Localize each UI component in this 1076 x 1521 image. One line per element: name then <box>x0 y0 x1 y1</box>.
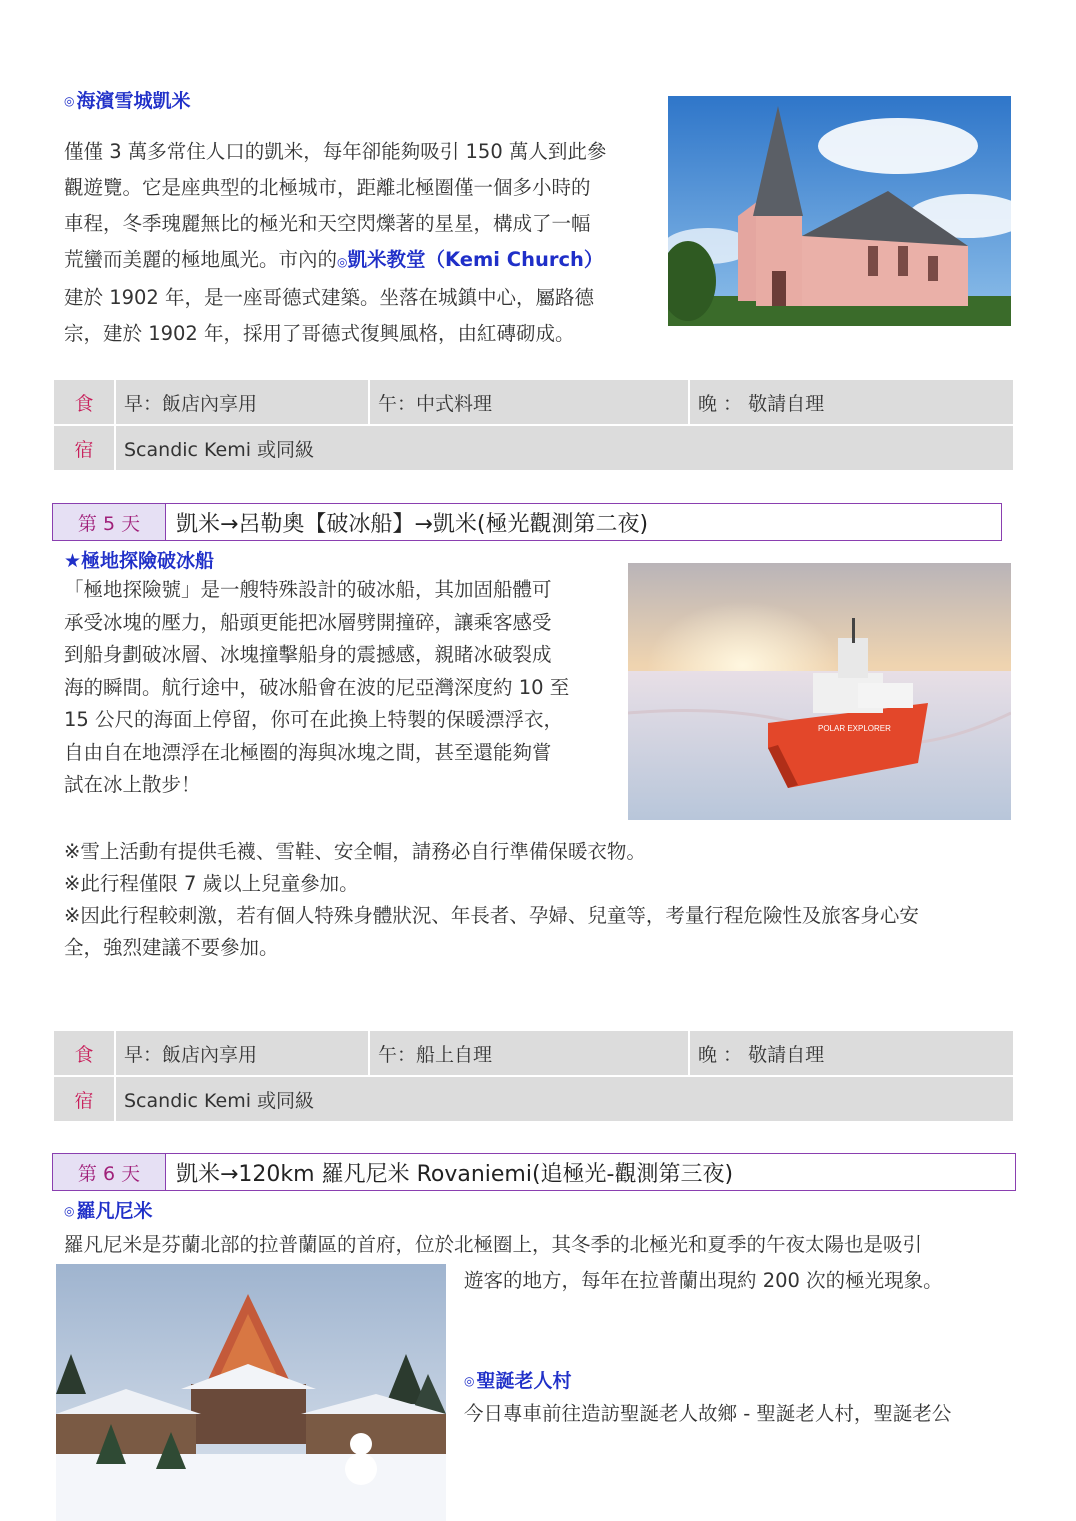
day5-subtitle: ★極地探險破冰船 <box>64 550 215 572</box>
para-line: 自由自在地漂浮在北極圈的海與冰塊之間，甚至還能夠嘗 <box>64 740 552 764</box>
meal-label: 食 <box>53 1030 115 1076</box>
ship-name-text: POLAR EXPLORER <box>818 724 891 733</box>
meal-table-day5 <box>52 1029 1015 1123</box>
day5-paragraph <box>64 574 624 802</box>
section-kemi-title: ◎ 海濱雪城凱米 <box>64 90 191 112</box>
para-line: 到船身劃破冰層、冰塊撞擊船身的震撼感，親睹冰破裂成 <box>64 643 552 666</box>
stay-label: 宿 <box>53 425 115 471</box>
note-line: ※此行程僅限 7 歲以上兒童參加。 <box>64 872 359 895</box>
target-bullet-icon: ◎ <box>64 1204 75 1218</box>
icebreaker-photo <box>628 563 1011 820</box>
rovaniemi-line2: 遊客的地方，每年在拉普蘭出現約 200 次的極光現象。 <box>464 1269 943 1292</box>
day5-header <box>52 503 1002 541</box>
lunch-cell: 午：船上自理 <box>369 1030 689 1076</box>
hotel-cell: Scandic Kemi 或同級 <box>115 1076 1014 1122</box>
day5-notes <box>64 836 1024 964</box>
para-line: 宗，建於 1902 年，採用了哥德式復興風格，由紅磚砌成。 <box>64 322 575 345</box>
para-line: 試在冰上散步！ <box>64 773 201 796</box>
target-bullet-icon: ◎ <box>64 94 75 108</box>
para-line: 僅僅 3 萬多常住人口的凱米，每年卻能夠吸引 150 萬人到此參 <box>64 140 607 163</box>
day5-badge: 第 5 天 <box>53 504 166 540</box>
para-line: 承受冰塊的壓力，船頭更能把冰層劈開撞碎，讓乘客感受 <box>64 610 552 634</box>
day6-route: 凱米→120km 羅凡尼米 Rovaniemi(追極光-觀測第三夜) <box>176 1161 734 1187</box>
day6-badge: 第 6 天 <box>53 1154 166 1190</box>
kemi-church-photo <box>668 96 1011 326</box>
note-line: ※雪上活動有提供毛襪、雪鞋、安全帽，請務必自行準備保暖衣物。 <box>64 840 646 863</box>
kemi-church-link-text: ◎凱米教堂（Kemi Church） <box>337 248 604 271</box>
target-bullet-icon: ◎ <box>337 255 348 269</box>
para-line: 「極地探險號」是一艘特殊設計的破冰船，其加固船體可 <box>64 578 552 601</box>
dinner-cell: 晚 ： 敬請自理 <box>689 1030 1014 1076</box>
para-line: 車程，冬季瑰麗無比的極光和天空閃爍著的星星，構成了一幅 <box>64 212 591 235</box>
santa-village-title: ◎ 聖誕老人村 <box>464 1370 572 1392</box>
day6-header <box>52 1153 1016 1191</box>
para-line: 觀遊覽。它是座典型的北極城市，距離北極圈僅一個多小時的 <box>64 176 591 199</box>
hotel-cell: Scandic Kemi 或同級 <box>115 425 1014 471</box>
rovaniemi-title: ◎ 羅凡尼米 <box>64 1200 153 1222</box>
rovaniemi-line1: 羅凡尼米是芬蘭北部的拉普蘭區的首府，位於北極圈上，其冬季的北極光和夏季的午夜太陽也是吸引 <box>64 1233 923 1256</box>
day5-route: 凱米→呂勒奧【破冰船】→凱米(極光觀測第二夜) <box>176 511 649 537</box>
santa-village-text: 今日專車前往造訪聖誕老人故鄉 - 聖誕老人村，聖誕老公 <box>464 1402 952 1425</box>
dinner-cell: 晚 ： 敬請自理 <box>689 379 1014 425</box>
para-line: 建於 1902 年，是一座哥德式建築。坐落在城鎮中心，屬路德 <box>64 286 595 309</box>
target-bullet-icon: ◎ <box>464 1374 475 1388</box>
meal-label: 食 <box>53 379 115 425</box>
section-kemi-paragraph <box>64 134 664 352</box>
para-line: 海的瞬間。航行途中，破冰船會在波的尼亞灣深度約 10 至 <box>64 675 570 699</box>
lunch-cell: 午：中式料理 <box>369 379 689 425</box>
santa-village-photo <box>56 1264 446 1521</box>
stay-label: 宿 <box>53 1076 115 1122</box>
para-line: 15 公尺的海面上停留，你可在此換上特製的保暖漂浮衣， <box>64 708 564 731</box>
meal-table-day4 <box>52 378 1015 472</box>
note-line: 全，強烈建議不要參加。 <box>64 936 279 959</box>
para-line: 荒蠻而美麗的極地風光。市內的◎凱米教堂（Kemi Church） <box>64 248 604 271</box>
breakfast-cell: 早：飯店內享用 <box>115 379 369 425</box>
breakfast-cell: 早：飯店內享用 <box>115 1030 369 1076</box>
note-line: ※因此行程較刺激，若有個人特殊身體狀況、年長者、孕婦、兒童等，考量行程危險性及旅客身心安 <box>64 904 919 927</box>
